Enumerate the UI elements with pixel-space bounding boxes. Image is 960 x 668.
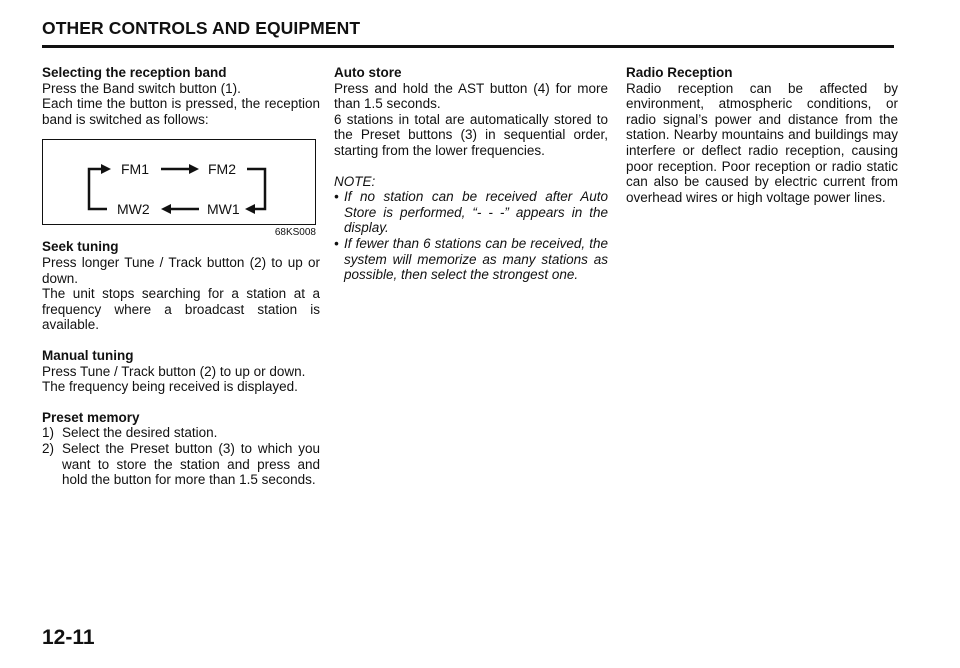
- seek-paragraph-1: Press longer Tune / Track button (2) to up or down.: [42, 254, 320, 286]
- band-label-fm1: FM1: [121, 161, 149, 178]
- arrow-to-mw1-icon: [245, 204, 255, 214]
- step-text: Select the Preset button (3) to which you want to store the station and press and hold the button for more than 1.5 seconds.: [62, 440, 320, 488]
- step-text: Select the desired station.: [62, 425, 218, 441]
- note-list: [334, 189, 608, 283]
- note-item: • If fewer than 6 stations can be received, the system will memorize as many stations as possible, then select the strongest one.: [334, 236, 608, 283]
- figure-code: 68KS008: [274, 227, 316, 239]
- radio-paragraph: Radio reception can be affected by environment, atmospheric conditions, or radio signal’s power and distance from the station. Nearby mountains and buildings may interfere or deflect radio reception, causing poor reception. Poor reception or radio static can also be caused by electric current from overhead wires or high voltage power lines.: [626, 80, 898, 205]
- seek-paragraph-2: The unit stops searching for a station at a frequency where a broadcast station is available.: [42, 286, 320, 333]
- arrow-to-fm1-icon: [101, 164, 111, 174]
- manual-paragraph-1: Press Tune / Track button (2) to up or down.: [42, 363, 306, 379]
- heading-preset-memory: Preset memory: [42, 409, 140, 425]
- heading-auto-store: Auto store: [334, 65, 402, 80]
- manual-paragraph-2: The frequency being received is displayed.: [42, 379, 298, 395]
- band-paragraph-1: Press the Band switch button (1).: [42, 80, 241, 96]
- note-label: NOTE:: [334, 173, 376, 189]
- step-number: 1): [42, 425, 55, 441]
- heading-seek-tuning: Seek tuning: [42, 239, 119, 255]
- arrow-mw1-mw2-icon: [161, 204, 171, 214]
- page-number: 12-11: [42, 626, 95, 649]
- step-number: 2): [42, 440, 55, 456]
- preset-step: [42, 441, 320, 488]
- heading-manual-tuning: Manual tuning: [42, 347, 134, 363]
- band-paragraph-2: Each time the button is pressed, the reception band is switched as follows:: [42, 96, 320, 127]
- band-label-fm2: FM2: [208, 161, 236, 178]
- note-item: • If no station can be received after Auto Store is performed, “- - -” appears in the display.: [334, 189, 608, 236]
- column-left: [42, 65, 320, 488]
- column-right: [626, 65, 898, 205]
- band-cycle-graphic: [43, 140, 315, 224]
- band-label-mw2: MW2: [117, 201, 150, 218]
- heading-selecting-band: Selecting the reception band: [42, 65, 227, 80]
- band-cycle-diagram: [42, 139, 316, 225]
- column-middle: [334, 65, 608, 283]
- auto-paragraph-2: 6 stations in total are automatically stored to the Preset buttons (3) in sequential order, starting from the lower frequencies.: [334, 111, 608, 158]
- preset-steps: [42, 425, 320, 487]
- section-title: OTHER CONTROLS AND EQUIPMENT: [42, 18, 361, 38]
- path-right: [247, 169, 265, 209]
- auto-paragraph-1: Press and hold the AST button (4) for more than 1.5 seconds.: [334, 80, 608, 112]
- heading-radio-reception: Radio Reception: [626, 65, 733, 80]
- band-label-mw1: MW1: [207, 201, 240, 218]
- arrow-fm1-fm2-icon: [189, 164, 199, 174]
- return-path-left: [89, 186, 107, 209]
- preset-step: [42, 425, 320, 441]
- entry-path-left: [89, 169, 103, 186]
- header-rule: [42, 45, 894, 48]
